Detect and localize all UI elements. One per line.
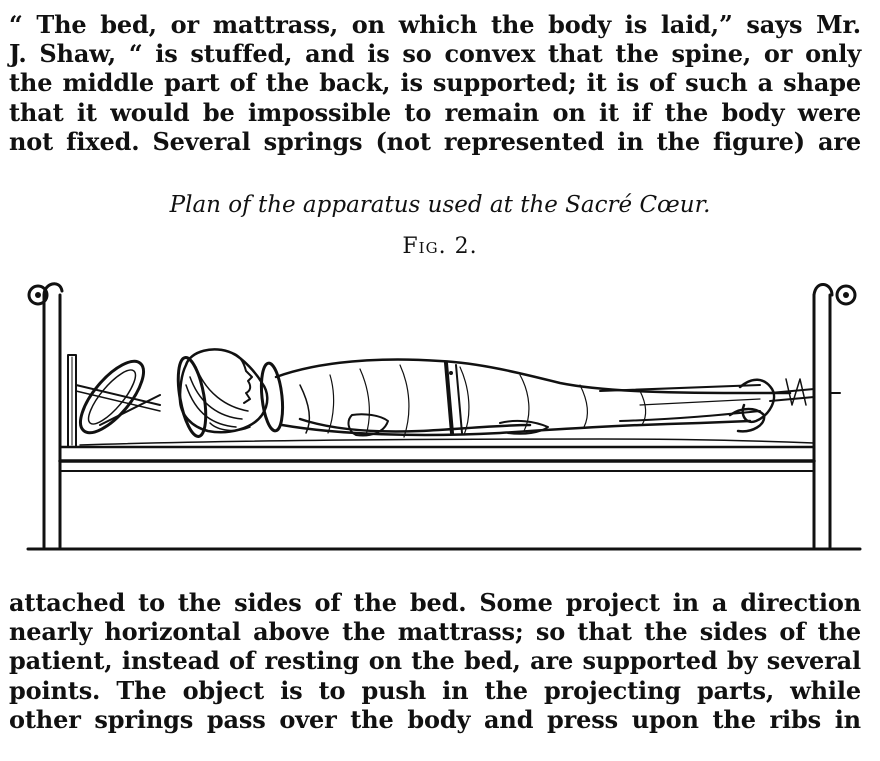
text-line: J. Shaw, “ is stuffed, and is so convex that the spine, or only — [9, 39, 861, 69]
figure-illustration — [0, 265, 880, 565]
text-line: the middle part of the back, is supported; it is of such a shape — [9, 68, 861, 98]
text-line: “ The bed, or mattrass, on which the body is laid,” says Mr. — [9, 10, 861, 39]
figure-caption: Plan of the apparatus used at the Sacré Cœur. — [169, 192, 711, 218]
text-line: other springs pass over the body and press upon the ribs in — [9, 704, 861, 734]
text-line: not fixed. Several springs (not represented in the figure) are — [9, 126, 861, 156]
paragraph-bottom — [9, 588, 861, 734]
text-line: patient, instead of resting on the bed, are supported by several — [9, 646, 861, 676]
text-line: that it would be impossible to remain on it if the body were — [9, 97, 861, 127]
paragraph-top — [9, 10, 861, 156]
text-line: nearly horizontal above the mattrass; so that the sides of the — [9, 617, 861, 647]
text-line: attached to the sides of the bed. Some project in a direction — [9, 588, 861, 617]
figure-label: Fig. 2. — [402, 234, 478, 259]
text-line: points. The object is to push in the projecting parts, while — [9, 675, 861, 705]
bed-with-patient-illustration-icon — [0, 265, 880, 565]
